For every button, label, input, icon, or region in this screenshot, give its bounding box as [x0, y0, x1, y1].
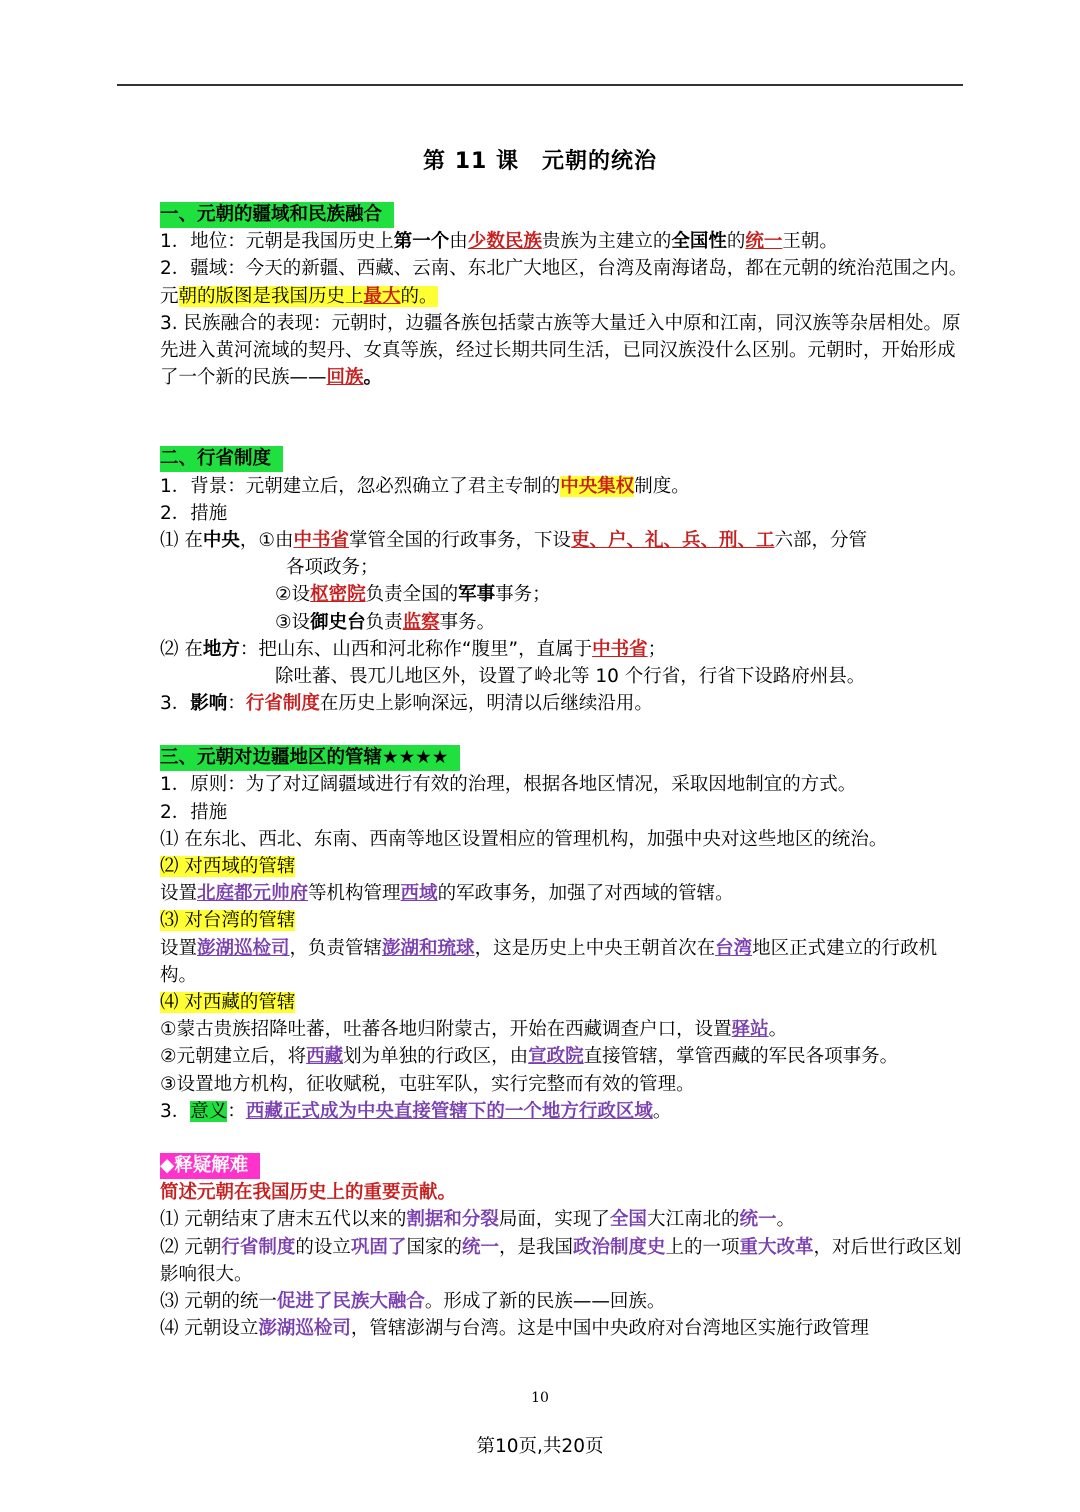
page-footer: 第10页,共20页 [476, 1436, 604, 1457]
section-1-heading: 一、元朝的疆域和民族融合 [160, 202, 394, 228]
s3-line-8: ③设置地方机构，征收赋税，屯驻军队，实行完整而有效的管理。 [160, 1073, 695, 1095]
s2-line-7: ⑵ 在地方：把山东、山西和河北称作“腹里”，直属于中书省； [160, 638, 667, 660]
s1-line-1: 1．地位：元朝是我国历史上第一个由少数民族贵族为主建立的全国性的统一王朝。 [160, 231, 838, 253]
s3-line-9: 3．意义：西藏正式成为中央直接管辖下的一个地方行政区域。 [160, 1100, 672, 1122]
s3-sub-taiwan: ⑶ 对台湾的管辖 [160, 910, 296, 932]
s4-line-4: ⑷ 元朝设立澎湖巡检司，管辖澎湖与台湾。这是中国中央政府对台湾地区实施行政管理 [160, 1318, 869, 1340]
document-body [160, 201, 970, 1342]
s3-line-2: 2．措施 [160, 801, 228, 823]
s3-line-5: 设置澎湖巡检司，负责管辖澎湖和琉球，这是历史上中央王朝首次在台湾地区正式建立的行政机构。 [160, 937, 938, 986]
s2-line-6: ③设御史台负责监察事务。 [275, 611, 496, 633]
s2-line-9: 3．影响：行省制度在历史上影响深远，明清以后继续沿用。 [160, 693, 653, 715]
s1-line-2: 2．疆域：今天的新疆、西藏、云南、东北广大地区，台湾及南海诸岛，都在元朝的统治范围之内。元朝的版图是我国历史上最大的。 [160, 258, 968, 307]
s1-line-3: 3. 民族融合的表现：元朝时，边疆各族包括蒙古族等大量迁入中原和江南，同汉族等杂居相处。原先进入黄河流域的契丹、女真等族，经过长期共同生活，已同汉族没什么区别。元朝时，开始形成了一个新的民族——回族。 [160, 312, 961, 389]
s4-question: 简述元朝在我国历史上的重要贡献。 [160, 1182, 457, 1204]
s4-line-2: ⑵ 元朝行省制度的设立巩固了国家的统一，是我国政治制度史上的一项重大改革，对后世行政区划影响很大。 [160, 1236, 962, 1285]
page-number: 10 [531, 1390, 549, 1406]
s3-line-1: 1．原则：为了对辽阔疆域进行有效的治理，根据各地区情况，采取因地制宜的方式。 [160, 774, 857, 796]
s4-line-1: ⑴ 元朝结束了唐末五代以来的割据和分裂局面，实现了全国大江南北的统一。 [160, 1209, 795, 1231]
s2-line-2: 2．措施 [160, 502, 228, 524]
s2-line-5: ②设枢密院负责全国的军事事务； [275, 584, 551, 606]
s3-line-4: 设置北庭都元帅府等机构管理西域的军政事务，加强了对西域的管辖。 [160, 883, 734, 905]
section-4-heading: ◆释疑解难 [160, 1153, 260, 1179]
s3-line-6: ①蒙古贵族招降吐蕃，吐蕃各地归附蒙古，开始在西藏调查户口，设置驿站。 [160, 1019, 788, 1041]
header-rule [117, 84, 963, 86]
s4-line-3: ⑶ 元朝的统一促进了民族大融合。形成了新的民族——回族。 [160, 1290, 666, 1312]
s3-sub-xiyu: ⑵ 对西域的管辖 [160, 856, 296, 878]
s2-line-3: ⑴ 在中央，①由中书省掌管全国的行政事务，下设吏、户、礼、兵、刑、工六部，分管 [160, 529, 868, 551]
lesson-title: 第 11 课 元朝的统治 [423, 149, 657, 174]
section-2-heading: 二、行省制度 [160, 446, 283, 472]
s2-line-4: 各项政务； [286, 557, 379, 579]
s2-line-8: 除吐蕃、畏兀儿地区外，设置了岭北等 10 个行省，行省下设路府州县。 [275, 665, 866, 687]
s3-line-3: ⑴ 在东北、西北、东南、西南等地区设置相应的管理机构，加强中央对这些地区的统治。 [160, 828, 888, 850]
s3-sub-xizang: ⑷ 对西藏的管辖 [160, 991, 296, 1013]
section-3-heading: 三、元朝对边疆地区的管辖★★★★ [160, 745, 460, 771]
s2-line-1: 1．背景：元朝建立后，忽必烈确立了君主专制的中央集权制度。 [160, 475, 690, 497]
s3-line-7: ②元朝建立后，将西藏划为单独的行政区，由宣政院直接管辖，掌管西藏的军民各项事务。 [160, 1046, 899, 1068]
